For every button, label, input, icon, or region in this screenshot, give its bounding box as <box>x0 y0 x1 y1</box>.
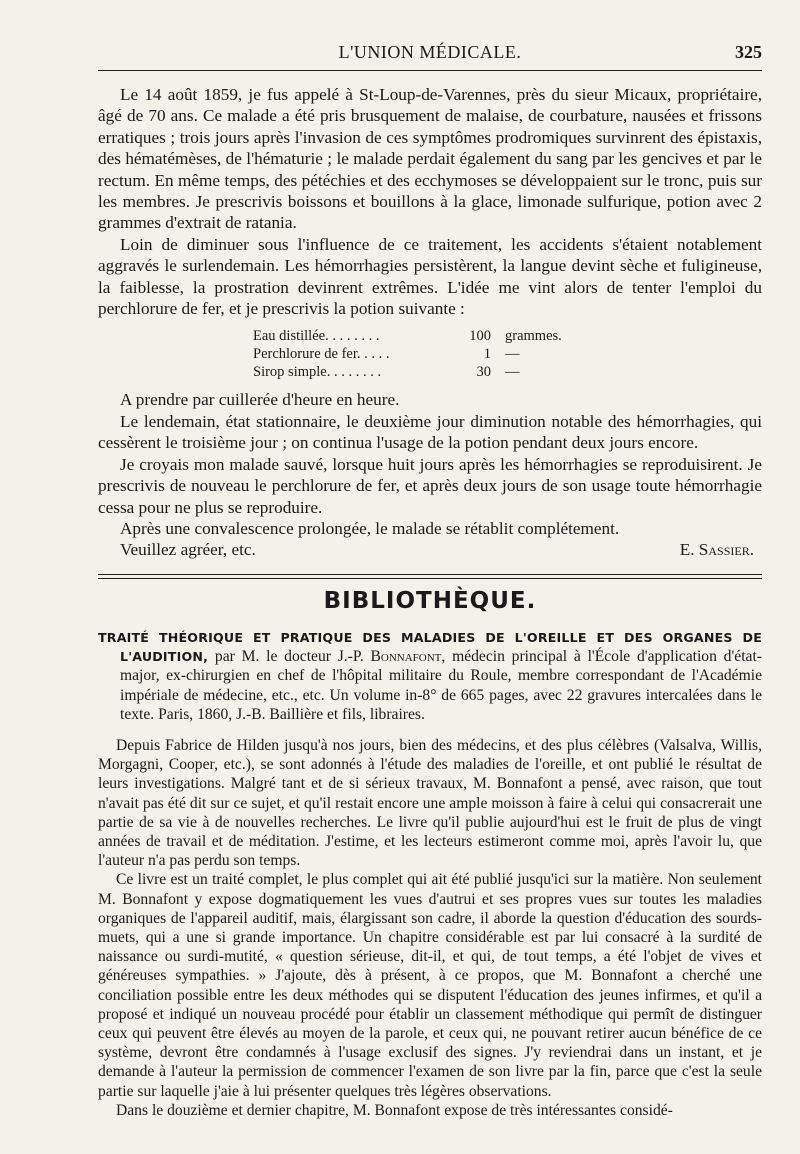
formula-ingredient: Eau distillée. . . . . . . . <box>253 328 380 345</box>
book-author: Bonnafont <box>370 648 442 666</box>
section-title: BIBLIOTHÈQUE. <box>323 588 537 614</box>
header-rule <box>98 70 762 71</box>
formula-ingredient: Sirop simple. . . . . . . . <box>253 364 382 381</box>
letter-paragraph: Le lendemain, état stationnaire, le deuxième jour diminution notable des hémorrhagies, qui cessèrent le troisième jour ; on continua l'usage de la potion pendant deux jours encore. <box>98 411 762 453</box>
section-rule-bottom <box>98 578 762 579</box>
review-paragraph: Ce livre est un traité complet, le plus complet qui ait été publié jusqu'ici sur la matière. Non seulement M. Bonnafont y expose dogmatiquement les vues d'autrui et ses propres vues sur toutes les maladies organiques de l'appareil auditif, mais, élargissant son cadre, il aborde la question d'éducation des sourds-muets, qui a une si grande importance. Un chapitre considérable est par lui consacré à la surdité de naissance ou surdi-mutité, « question sérieuse, dit-il, et qui, de tout temps, a été l'objet de vives et généreuses sympathies. » J'ajoute, dès à présent, à ce propos, que M. Bonnafont a cherché une conciliation possible entre les deux méthodes qui se disputent l'éducation des jeunes infirmes, et qu'il a proposé et indiqué un nouveau procédé pour établir un classement méthodique qui permît de distinguer ceux qui peuvent être élevés au moyen de la parole, et ceux qui, ne pouvant retirer aucun bénéfice de ce système, devront être condamnés à l'usage exclusif des signes. J'y reviendrai dans un instant, et je demande à l'auteur la permission de commencer l'examen de son livre par la fin, parce que c'est la seule partie sur laquelle j'aie à lui présenter quelques très légères observations. <box>98 871 762 1100</box>
formula-unit: grammes. <box>505 328 562 345</box>
formula-ingredient: Perchlorure de fer. . . . . <box>253 346 390 363</box>
formula-row <box>253 363 762 381</box>
formula-row <box>253 345 762 363</box>
book-entry <box>98 628 762 724</box>
book-details: , médecin principal à l'École d'application d'état-major, ex-chirurgien en chef de l'hôpital militaire du Roule, membre correspondant de l'Académie impériale de médecine, etc., etc. Un volume in-8° de 665 pages, avec 22 gravures intercalées dans le texte. Paris, 1860, J.-B. Baillière et fils, libraires. <box>120 648 762 723</box>
formula-row <box>253 327 762 345</box>
closing-formula: Veuillez agréer, etc. <box>120 540 256 560</box>
letter-paragraph: A prendre par cuillerée d'heure en heure. <box>120 390 400 410</box>
spacer <box>98 724 762 736</box>
section-rule-top <box>98 574 762 575</box>
signature: E. Sassier. <box>679 540 754 560</box>
journal-title: L'UNION MÉDICALE. <box>338 42 522 62</box>
letter-paragraph: Loin de diminuer sous l'influence de ce traitement, les accidents s'étaient notablement aggravés le surlendemain. Les hémorrhagies persistèrent, la langue devint sèche et fuligineuse, la faiblesse, la prostration devinrent extrêmes. L'idée me vint alors de tenter l'emploi du perchlorure de fer, et je prescrivis la potion suivante : <box>98 234 762 319</box>
page-number: 325 <box>735 42 762 62</box>
formula-quantity: 1 <box>483 346 491 363</box>
letter-paragraph: Après une convalescence prolongée, le malade se rétablit complétement. <box>120 518 620 538</box>
letter-paragraph: Je croyais mon malade sauvé, lorsque huit jours après les hémorrhagies se reproduisirent. Je prescrivis de nouveau le perchlorure de fer, et après deux jours de son usage toute hémorrhagie cessa pour ne plus se reproduire. <box>98 454 762 517</box>
letter-body <box>98 84 762 561</box>
review-paragraph: Dans le douzième et dernier chapitre, M. Bonnafont expose de très intéressantes considé- <box>116 1101 673 1119</box>
running-header <box>98 40 762 68</box>
formula-unit: — <box>505 364 520 381</box>
formula-quantity: 30 <box>476 364 491 381</box>
formula-unit: — <box>505 346 520 363</box>
letter-signoff <box>98 539 762 560</box>
book-author-prefix: par M. le docteur J.-P. <box>214 648 371 666</box>
review-body <box>98 628 762 1120</box>
book-title: TRAITÉ THÉORIQUE ET PRATIQUE DES MALADIES DE L'OREILLE ET DES ORGANES DE L'AUDITION, <box>98 630 762 665</box>
formula-quantity: 100 <box>469 328 491 345</box>
review-paragraph: Depuis Fabrice de Hilden jusqu'à nos jours, bien des médecins, et des plus célèbres (Valsalva, Willis, Morgagni, Cooper, etc.), se sont adonnés à l'étude des maladies de l'oreille, et ont publié le résultat de leurs investigations. Malgré tant et de si sérieux travaux, M. Bonnafont a pensé, avec raison, que tout n'avait pas été dit sur ce sujet, et qu'il restait encore une ample moisson à faire à celui qui consacrerait une partie de sa vie à de nouvelles recherches. Le livre qu'il publie aujourd'hui est le fruit de plus de vingt années de travail et de méditation. J'estime, et les lecteurs estimeront comme moi, après l'avoir lu, que l'auteur n'a pas perdu son temps. <box>98 737 762 870</box>
letter-paragraph: Le 14 août 1859, je fus appelé à St-Loup-de-Varennes, près du sieur Micaux, propriétaire, âgé de 70 ans. Ce malade a été pris brusquement de malaise, de courbature, nausées et frissons erratiques ; trois jours après l'invasion de ces symptômes prodromiques survinrent des épistaxis, des hématémèses, de l'hématurie ; le malade perdait également du sang par les gencives et par le rectum. En même temps, des pétéchies et des ecchymoses se développaient sur le tronc, puis sur les membres. Je prescrivis boissons et bouillons à la glace, limonade sulfurique, potion avec 2 grammes d'extrait de ratania. <box>98 85 762 233</box>
prescription-formula <box>253 327 762 381</box>
